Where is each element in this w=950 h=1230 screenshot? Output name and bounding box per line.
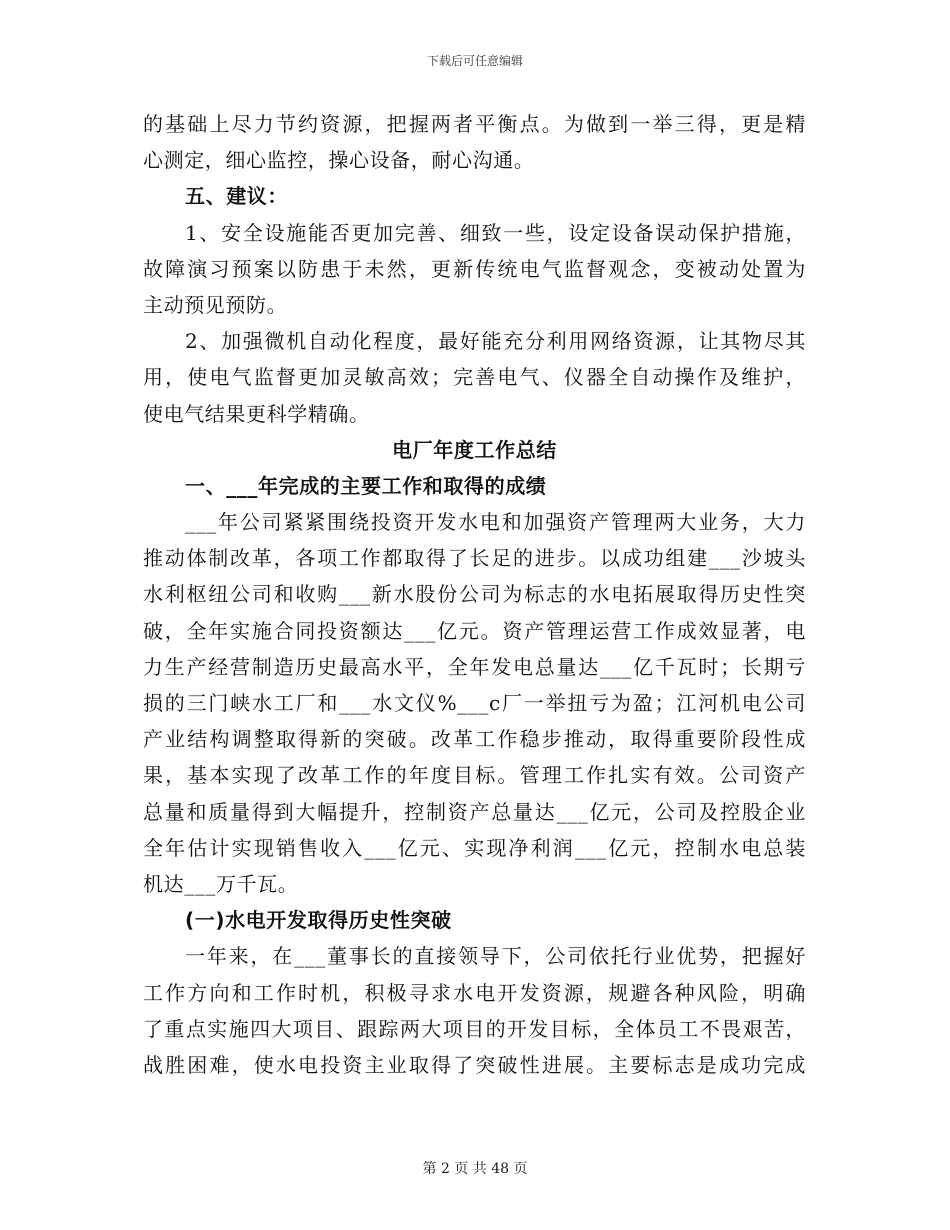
paragraph-line: 2、加强微机自动化程度，最好能充分利用网络资源，让其物尽其 — [185, 329, 806, 354]
paragraph-line: 1、安全设施能否更加完善、细致一些，设定设备误动保护措施， — [185, 220, 806, 245]
paragraph-line: 推动体制改革，各项工作都取得了长足的进步。以成功组建___沙坡头 — [143, 546, 806, 571]
paragraph-line: 战胜困难，使水电投资主业取得了突破性进展。主要标志是成功完成 — [143, 1052, 806, 1077]
paragraph-line: 破，全年实施合同投资额达___亿元。资产管理运营工作成效显著，电 — [143, 618, 806, 643]
paragraph-line: 损的三门峡水工厂和___水文仪%___c厂一举扭亏为盈；江河机电公司 — [143, 691, 806, 715]
section-heading: 一、___年完成的主要工作和取得的成绩 — [185, 473, 547, 498]
document-body — [143, 106, 806, 1083]
paragraph-line: 总量和质量得到大幅提升，控制资产总量达___亿元，公司及控股企业 — [143, 799, 806, 824]
paragraph-line: 果，基本实现了改革工作的年度目标。管理工作扎实有效。公司资产 — [143, 763, 806, 788]
paragraph-line: 使电气结果更科学精确。 — [143, 401, 370, 426]
page-footer: 第 2 页 共 48 页 — [422, 1161, 528, 1177]
paragraph-line: 的基础上尽力节约资源，把握两者平衡点。为做到一举三得，更是精 — [143, 112, 806, 136]
paragraph-line: ___年公司紧紧围绕投资开发水电和加强资产管理两大业务，大力 — [185, 510, 806, 535]
paragraph-line: 用，使电气监督更加灵敏高效；完善电气、仪器全自动操作及维护， — [143, 365, 806, 390]
paragraph-line: 产业结构调整取得新的突破。改革工作稳步推动，取得重要阶段性成 — [143, 727, 806, 752]
paragraph-line: 了重点实施四大项目、跟踪两大项目的开发目标，全体员工不畏艰苦， — [143, 1016, 806, 1041]
paragraph-line: 水利枢纽公司和收购___新水股份公司为标志的水电拓展取得历史性突 — [143, 582, 806, 607]
document-title: 电厂年度工作总结 — [392, 437, 557, 462]
paragraph-line: 心测定，细心监控，操心设备，耐心沟通。 — [143, 148, 535, 173]
paragraph-line: 一年来，在___董事长的直接领导下，公司依托行业优势，把握好 — [185, 944, 806, 969]
paragraph-line: 工作方向和工作时机，积极寻求水电开发资源，规避各种风险，明确 — [143, 980, 806, 1005]
subsection-heading: (一)水电开发取得历史性突破 — [185, 908, 452, 933]
paragraph-line: 故障演习预案以防患于未然，更新传统电气监督观念，变被动处置为 — [143, 256, 806, 281]
section-heading: 五、建议： — [185, 184, 288, 209]
page-header: 下载后可任意编辑 — [426, 54, 523, 68]
paragraph-line: 全年估计实现销售收入___亿元、实现净利润___亿元，控制水电总装 — [143, 835, 806, 860]
paragraph-line: 力生产经营制造历史最高水平，全年发电总量达___亿千瓦时；长期亏 — [143, 654, 806, 679]
paragraph-line: 主动预见预防。 — [143, 292, 288, 317]
paragraph-line: 机达___万千瓦。 — [143, 871, 299, 896]
